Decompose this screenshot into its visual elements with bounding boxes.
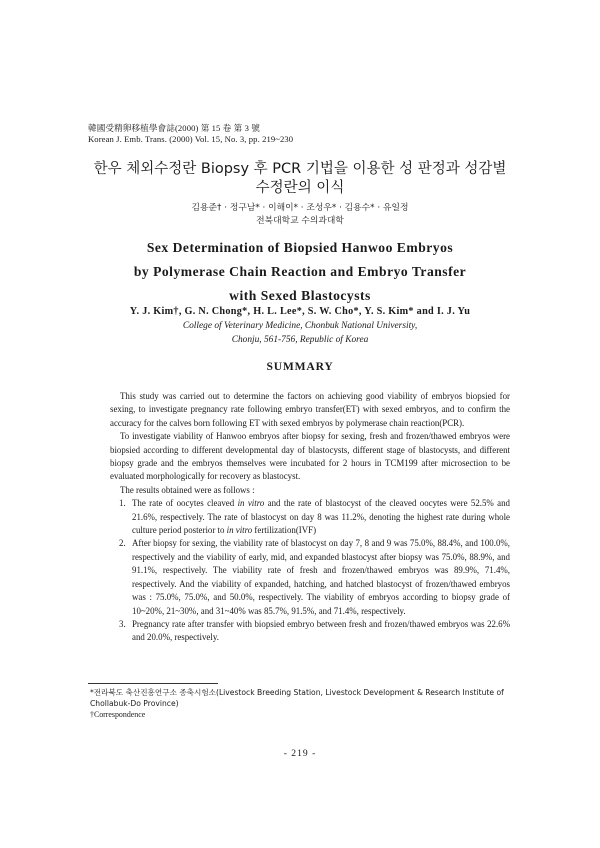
korean-author-block (0, 202, 600, 228)
korean-affiliation: 전북대학교 수의과대학 (256, 216, 344, 226)
summary-paragraph-3: The results obtained were as follows : (120, 484, 255, 495)
result-number: 2. (119, 538, 126, 549)
result-text-part: The rate of oocytes cleaved (132, 498, 238, 509)
english-affiliation (0, 320, 600, 347)
result-text: After biopsy for sexing, the viability rate of blastocyst on day 7, 8 and 9 was 75.0%, 88.4%, and 100.0%, respectively and the viability of early, mid, and expanded blastocyst after biopsy was 75.0%, 88.9%, and 91.1%, respectively. The viability rate of fresh and frozen/thawed embryos was 89.9%, 71.4%, respectively. And the viability of expanded, hatching, and hatched blastocyst of frozen/thawed embryos was : 75.0%, 75.0%, and 50.0%, respectively. The viability of embryos according to biopsy grade of 10~20%, 21~30%, and 31~40% was 85.7%, 91.5%, and 71.4%, respectively. (132, 538, 510, 616)
result-text: Pregnancy rate after transfer with biopsied embryo between fresh and frozen/thawed embryos was 22.6% and 20.0%, respectively. (132, 618, 510, 643)
footnote-divider (88, 683, 218, 684)
korean-title-line-1: 한우 체외수정란 Biopsy 후 PCR 기법을 이용한 성 판정과 성감별 (93, 161, 507, 177)
result-number: 3. (119, 618, 126, 629)
result-item-1 (119, 497, 510, 537)
footnote-correspondence: †Correspondence (90, 710, 146, 719)
result-item-2 (119, 537, 510, 617)
summary-heading: SUMMARY (266, 360, 334, 373)
english-title (0, 236, 600, 308)
english-title-line-3: with Sexed Blastocysts (229, 288, 371, 303)
english-title-line-1: Sex Determination of Biopsied Hanwoo Embryos (146, 240, 454, 255)
korean-authors: 김용준† · 정구남* · 이해이* · 조성우* · 김용수* · 유일정 (191, 203, 409, 213)
summary-paragraph-2: To investigate viability of Hanwoo embryos after biopsy for sexing, fresh and frozen/thawed embryos were biopsied according to different developmental day of blastocysts, different stage of blastocysts, and different biopsy grade and the embryos themselves were incubated for 2 hours in TCM199 after microsection to be evaluated morphologically for recovery as blastocyst. (110, 431, 510, 482)
page-number: - 219 - (283, 748, 317, 759)
summary-paragraph-1: This study was carried out to determine the factors on achieving good viability of embryos biopsied for sexing, to investigate pregnancy rate following embryo transfer(ET) with sexed embryos, and to confirm the accuracy for the calves born following ET with sexed embryos by polymerase chain reaction(PCR). (110, 391, 510, 428)
result-italic-term: in vitro (226, 525, 253, 536)
korean-title (0, 160, 600, 198)
english-authors: Y. J. Kim†, G. N. Chong*, H. L. Lee*, S. W. Cho*, Y. S. Kim* and I. J. Yu (129, 306, 471, 317)
journal-citation-korean: 韓國受精卵移植學會誌(2000) 第 15 卷 第 3 號 (88, 123, 260, 133)
footnotes (90, 687, 520, 720)
journal-citation-english: Korean J. Emb. Trans. (2000) Vol. 15, No. 3, pp. 219~230 (88, 134, 294, 144)
result-italic-term: in vitro (237, 498, 265, 509)
footnote-affiliation: *전라북도 축산진흥연구소 종축시험소(Livestock Breeding Station, Livestock Development & Research Institute of Chollabuk-Do Province) (90, 688, 504, 708)
journal-header (88, 123, 293, 145)
korean-title-line-2: 수정란의 이식 (255, 180, 345, 196)
result-text-part: and the rate of blastocyst of the cleaved oocytes were 52.5% and 21.6%, respectively. The rate of blastocyst on day 8 was 11.2%, denoting the highest rate during whole culture period posterior to (132, 498, 510, 536)
result-number: 1. (119, 498, 126, 509)
english-title-line-2: by Polymerase Chain Reaction and Embryo Transfer (133, 264, 467, 279)
affiliation-line-1: College of Veterinary Medicine, Chonbuk National University, (182, 321, 418, 331)
results-list (110, 497, 510, 644)
summary-body (110, 390, 510, 645)
affiliation-line-2: Chonju, 561-756, Republic of Korea (231, 334, 369, 345)
result-text-part: fertilization(IVF) (252, 525, 317, 536)
result-item-3 (119, 618, 510, 645)
